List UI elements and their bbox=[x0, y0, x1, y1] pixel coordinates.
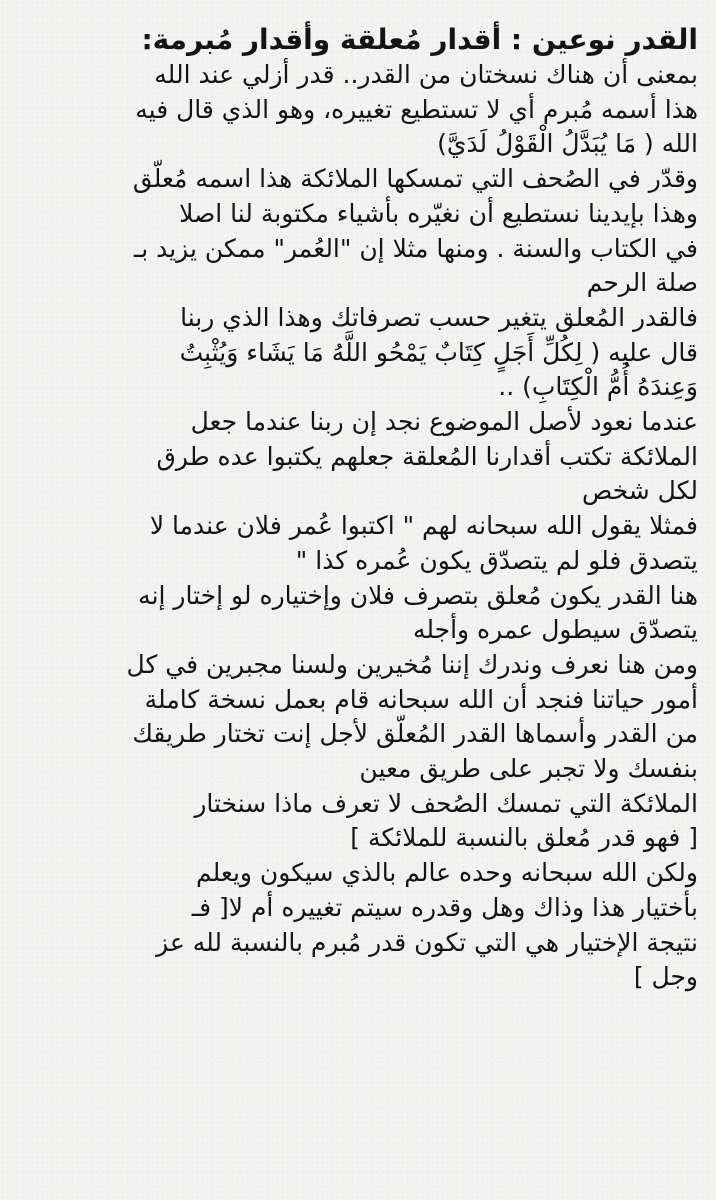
note-line: صلة الرحم bbox=[586, 268, 698, 298]
note-line: من القدر وأسماها القدر المُعلّق لأجل إنت تختار طريقك bbox=[132, 719, 698, 749]
note-line: نتيجة الإختيار هي التي تكون قدر مُبرم بالنسبة لله عز bbox=[156, 927, 698, 957]
note-line: الملائكة التي تمسك الصُحف لا تعرف ماذا سنختار bbox=[194, 788, 698, 818]
note-line: الله ( مَا يُبَدَّلُ الْقَوْلُ لَدَيَّ) bbox=[437, 129, 698, 159]
note-line: قال عليه ( لِكُلِّ أَجَلٍ كِتَابٌ يَمْحُو اللَّهُ مَا يَشَاء وَيُثْبِتُ bbox=[179, 337, 698, 367]
note-line: وقدّر في الصُحف التي تمسكها الملائكة هذا اسمه مُعلّق bbox=[132, 164, 698, 194]
note-line: وهذا بإيدينا نستطيع أن نغيّره بأشياء مكتوبة لنا اصلا bbox=[179, 198, 698, 228]
note-line: وَعِندَهُ أُمُّ الْكِتَابِ) .. bbox=[498, 372, 698, 402]
note-line: ومن هنا نعرف وندرك إننا مُخيرين ولسنا مجبرين في كل bbox=[126, 649, 698, 679]
note-line: بأختيار هذا وذاك وهل وقدره سيتم تغييره أم لا[ فـ bbox=[191, 892, 698, 922]
note-line: وجل ] bbox=[633, 962, 698, 992]
note-line: لكل شخص bbox=[581, 476, 698, 506]
note-line: فالقدر المُعلق يتغير حسب تصرفاتك وهذا الذي ربنا bbox=[180, 302, 698, 332]
note-line: في الكتاب والسنة . ومنها مثلا إن "العُمر" ممكن يزيد بـ bbox=[133, 233, 698, 263]
note-line: عندما نعود لأصل الموضوع نجد إن ربنا عندما جعل bbox=[190, 407, 698, 437]
note-line: أمور حياتنا فنجد أن الله سبحانه قام بعمل نسخة كاملة bbox=[144, 684, 698, 714]
note-line: فمثلا يقول الله سبحانه لهم " اكتبوا عُمر فلان عندما لا bbox=[149, 511, 698, 541]
note-line: الملائكة تكتب أقدارنا المُعلقة جعلهم يكتبوا عده طرق bbox=[156, 441, 698, 471]
note-title: القدر نوعين : أقدار مُعلقة وأقدار مُبرمة: bbox=[141, 23, 698, 56]
note-line: هذا أسمه مُبرم أي لا تستطيع تغييره، وهو الذي قال فيه bbox=[135, 94, 698, 124]
note-line: ولكن الله سبحانه وحده عالم بالذي سيكون ويعلم bbox=[195, 858, 698, 888]
note-line: بنفسك ولا تجبر على طريق معين bbox=[359, 754, 698, 784]
note-line: يتصدّق سيطول عمره وأجله bbox=[412, 615, 698, 645]
note-line: بمعنى أن هناك نسختان من القدر.. قدر أزلي عند الله bbox=[154, 60, 698, 89]
note-line: هنا القدر يكون مُعلق بتصرف فلان وإختياره لو إختار إنه bbox=[138, 580, 698, 610]
note-line: [ فهو قدر مُعلق بالنسبة للملائكة ] bbox=[350, 823, 698, 853]
note-line: يتصدق فلو لم يتصدّق يكون عُمره كذا " bbox=[295, 545, 698, 575]
